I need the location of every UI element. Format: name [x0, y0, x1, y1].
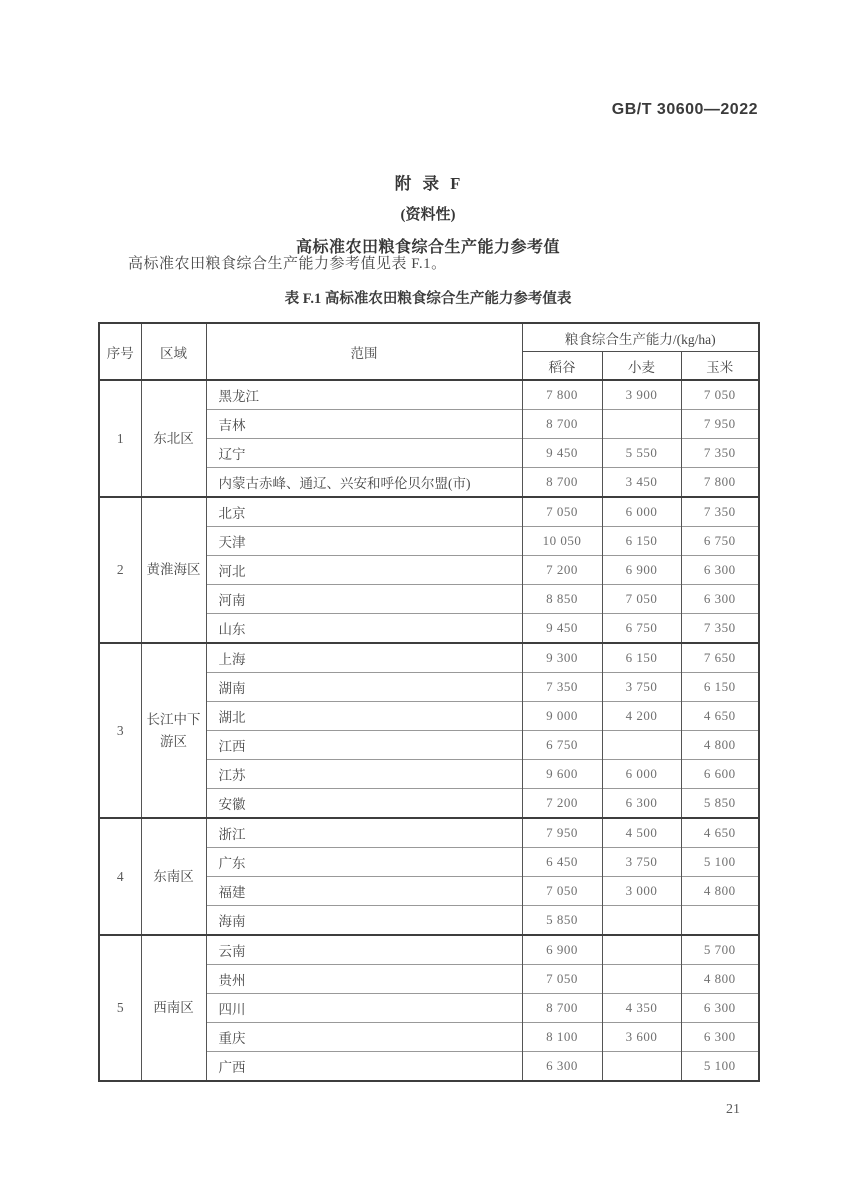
rice-value-cell: 9 450: [522, 614, 602, 644]
rice-value-cell: 7 050: [522, 965, 602, 994]
scope-cell: 天津: [206, 527, 522, 556]
rice-value-cell: 6 300: [522, 1052, 602, 1082]
rice-value-cell: 8 100: [522, 1023, 602, 1052]
corn-value-cell: 6 150: [681, 673, 759, 702]
wheat-value-cell: 3 900: [602, 380, 681, 410]
scope-cell: 辽宁: [206, 439, 522, 468]
capacity-table: [98, 322, 760, 1082]
index-cell: 5: [99, 935, 141, 1081]
corn-value-cell: 4 650: [681, 702, 759, 731]
corn-value-cell: 7 350: [681, 497, 759, 527]
corn-value-cell: 5 700: [681, 935, 759, 965]
table-header: [99, 323, 759, 380]
scope-cell: 安徽: [206, 789, 522, 819]
wheat-value-cell: [602, 965, 681, 994]
scope-cell: 山东: [206, 614, 522, 644]
page-number: 21: [726, 1102, 740, 1117]
wheat-value-cell: 6 150: [602, 643, 681, 673]
col-header-wheat: 小麦: [602, 352, 681, 381]
scope-cell: 重庆: [206, 1023, 522, 1052]
region-cell: 西南区: [141, 935, 206, 1081]
wheat-value-cell: 3 750: [602, 848, 681, 877]
wheat-value-cell: 6 000: [602, 497, 681, 527]
col-header-scope: 范围: [206, 323, 522, 380]
table-row: [99, 380, 759, 410]
index-cell: 1: [99, 380, 141, 497]
index-cell: 3: [99, 643, 141, 818]
corn-value-cell: 7 050: [681, 380, 759, 410]
corn-value-cell: 6 300: [681, 994, 759, 1023]
region-cell: 东北区: [141, 380, 206, 497]
wheat-value-cell: [602, 935, 681, 965]
rice-value-cell: 8 850: [522, 585, 602, 614]
rice-value-cell: 7 350: [522, 673, 602, 702]
corn-value-cell: 7 350: [681, 614, 759, 644]
table-caption: 表 F.1 高标准农田粮食综合生产能力参考值表: [284, 291, 572, 307]
table-row: [99, 935, 759, 965]
corn-value-cell: 6 600: [681, 760, 759, 789]
rice-value-cell: 8 700: [522, 994, 602, 1023]
scope-cell: 福建: [206, 877, 522, 906]
wheat-value-cell: 3 600: [602, 1023, 681, 1052]
rice-value-cell: 7 050: [522, 877, 602, 906]
scope-cell: 上海: [206, 643, 522, 673]
wheat-value-cell: 6 900: [602, 556, 681, 585]
scope-cell: 河南: [206, 585, 522, 614]
scope-cell: 四川: [206, 994, 522, 1023]
corn-value-cell: 5 100: [681, 1052, 759, 1082]
wheat-value-cell: 3 750: [602, 673, 681, 702]
scope-cell: 吉林: [206, 410, 522, 439]
corn-value-cell: 6 750: [681, 527, 759, 556]
rice-value-cell: 6 750: [522, 731, 602, 760]
scope-cell: 江西: [206, 731, 522, 760]
appendix-title-block: [98, 170, 758, 257]
scope-cell: 湖南: [206, 673, 522, 702]
appendix-title: 附 录 F: [394, 174, 462, 193]
scope-cell: 黑龙江: [206, 380, 522, 410]
corn-value-cell: 6 300: [681, 585, 759, 614]
col-header-index: 序号: [99, 323, 141, 380]
wheat-value-cell: [602, 906, 681, 936]
table-row: [99, 643, 759, 673]
intro-paragraph: 高标准农田粮食综合生产能力参考值见表 F.1。: [128, 256, 447, 272]
table-row: [99, 818, 759, 848]
corn-value-cell: 4 800: [681, 965, 759, 994]
wheat-value-cell: 4 350: [602, 994, 681, 1023]
wheat-value-cell: 4 500: [602, 818, 681, 848]
scope-cell: 浙江: [206, 818, 522, 848]
wheat-value-cell: 6 750: [602, 614, 681, 644]
corn-value-cell: 7 950: [681, 410, 759, 439]
index-cell: 4: [99, 818, 141, 935]
index-cell: 2: [99, 497, 141, 643]
rice-value-cell: 7 950: [522, 818, 602, 848]
table-row: [99, 497, 759, 527]
col-header-capacity-group: 粮食综合生产能力/(kg/ha): [522, 323, 759, 352]
scope-cell: 江苏: [206, 760, 522, 789]
wheat-value-cell: [602, 410, 681, 439]
wheat-value-cell: 3 000: [602, 877, 681, 906]
col-header-rice: 稻谷: [522, 352, 602, 381]
rice-value-cell: 6 900: [522, 935, 602, 965]
region-cell: 黄淮海区: [141, 497, 206, 643]
region-cell: 长江中下游区: [141, 643, 206, 818]
corn-value-cell: 5 850: [681, 789, 759, 819]
scope-cell: 贵州: [206, 965, 522, 994]
corn-value-cell: 4 650: [681, 818, 759, 848]
scope-cell: 云南: [206, 935, 522, 965]
wheat-value-cell: 3 450: [602, 468, 681, 498]
rice-value-cell: 6 450: [522, 848, 602, 877]
corn-value-cell: 4 800: [681, 731, 759, 760]
wheat-value-cell: 4 200: [602, 702, 681, 731]
rice-value-cell: 8 700: [522, 468, 602, 498]
rice-value-cell: 5 850: [522, 906, 602, 936]
col-header-region: 区域: [141, 323, 206, 380]
wheat-value-cell: 6 000: [602, 760, 681, 789]
corn-value-cell: [681, 906, 759, 936]
corn-value-cell: 7 350: [681, 439, 759, 468]
scope-cell: 广东: [206, 848, 522, 877]
corn-value-cell: 6 300: [681, 556, 759, 585]
corn-value-cell: 5 100: [681, 848, 759, 877]
rice-value-cell: 7 200: [522, 789, 602, 819]
wheat-value-cell: 5 550: [602, 439, 681, 468]
wheat-value-cell: 6 150: [602, 527, 681, 556]
wheat-value-cell: 7 050: [602, 585, 681, 614]
appendix-subtitle: (资料性): [400, 207, 456, 223]
rice-value-cell: 10 050: [522, 527, 602, 556]
region-cell: 东南区: [141, 818, 206, 935]
corn-value-cell: 4 800: [681, 877, 759, 906]
rice-value-cell: 9 000: [522, 702, 602, 731]
corn-value-cell: 7 800: [681, 468, 759, 498]
rice-value-cell: 7 200: [522, 556, 602, 585]
col-header-corn: 玉米: [681, 352, 759, 381]
scope-cell: 湖北: [206, 702, 522, 731]
wheat-value-cell: 6 300: [602, 789, 681, 819]
rice-value-cell: 7 800: [522, 380, 602, 410]
rice-value-cell: 7 050: [522, 497, 602, 527]
corn-value-cell: 7 650: [681, 643, 759, 673]
standard-code: GB/T 30600—2022: [611, 101, 758, 118]
corn-value-cell: 6 300: [681, 1023, 759, 1052]
table-body: [99, 380, 759, 1081]
appendix-heading: 高标准农田粮食综合生产能力参考值: [295, 239, 560, 256]
rice-value-cell: 8 700: [522, 410, 602, 439]
scope-cell: 河北: [206, 556, 522, 585]
scope-cell: 海南: [206, 906, 522, 936]
rice-value-cell: 9 450: [522, 439, 602, 468]
scope-cell: 广西: [206, 1052, 522, 1082]
scope-cell: 内蒙古赤峰、通辽、兴安和呼伦贝尔盟(市): [206, 468, 522, 498]
scope-cell: 北京: [206, 497, 522, 527]
rice-value-cell: 9 600: [522, 760, 602, 789]
wheat-value-cell: [602, 1052, 681, 1082]
rice-value-cell: 9 300: [522, 643, 602, 673]
wheat-value-cell: [602, 731, 681, 760]
